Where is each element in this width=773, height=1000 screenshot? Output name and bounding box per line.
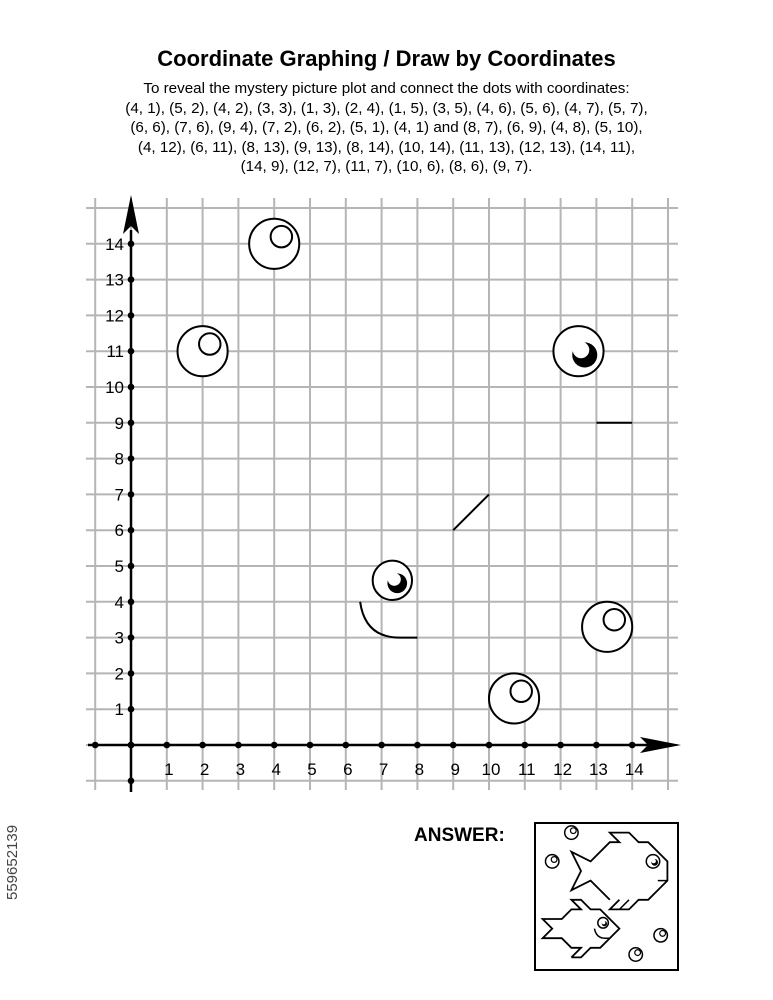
instruction-line: To reveal the mystery picture plot and connect the dots with coordinates:	[143, 80, 630, 97]
x-axis-dot	[629, 742, 636, 749]
y-tick-label: 10	[105, 378, 124, 397]
x-axis-dot	[92, 742, 99, 749]
x-tick-label: 11	[517, 760, 536, 779]
y-tick-label: 4	[114, 592, 124, 612]
y-axis-dot	[128, 384, 135, 391]
x-tick-label: 9	[450, 760, 460, 779]
x-axis-dot	[199, 742, 206, 749]
x-axis-dot	[343, 742, 350, 749]
y-tick-label: 13	[105, 270, 124, 290]
answer-label: ANSWER:	[414, 825, 505, 846]
y-tick-label: 14	[105, 234, 124, 254]
y-axis-dot	[128, 778, 135, 785]
y-axis-dot	[128, 742, 135, 749]
fish-mouth	[360, 602, 417, 638]
x-axis-dot	[307, 742, 314, 749]
bubble-highlight	[660, 931, 666, 937]
y-tick-label: 11	[106, 342, 124, 362]
y-axis-dot	[128, 276, 135, 283]
x-axis-dot	[450, 742, 457, 749]
x-tick-label: 13	[588, 760, 608, 779]
bubble-highlight	[570, 828, 576, 834]
x-axis-dot	[271, 742, 278, 749]
page-title: Coordinate Graphing / Draw by Coordinates	[157, 46, 616, 71]
x-axis-dot	[522, 742, 529, 749]
x-tick-label: 12	[553, 760, 573, 779]
x-tick-label: 1	[164, 760, 174, 779]
y-tick-label: 7	[114, 485, 124, 505]
x-tick-label: 3	[235, 760, 246, 779]
y-tick-label: 6	[114, 521, 124, 541]
x-axis-dot	[557, 742, 564, 749]
eye-glint	[388, 573, 401, 586]
y-tick-label: 12	[105, 306, 124, 326]
x-axis-dot	[414, 742, 421, 749]
y-axis-dot	[128, 455, 135, 462]
coordinate-line: (4, 1), (5, 2), (4, 2), (3, 3), (1, 3), (2, 4), (1, 5), (3, 5), (4, 6), (5, 6), (4, 7), (5, 7),	[125, 99, 648, 117]
coordinate-line: (14, 9), (12, 7), (11, 7), (10, 6), (8, 6), (9, 7).	[240, 158, 533, 176]
y-tick-label: 8	[114, 449, 124, 469]
bubble-highlight	[510, 681, 531, 702]
y-axis-dot	[128, 563, 135, 570]
x-axis-dot	[593, 742, 600, 749]
x-tick-label: 7	[378, 760, 389, 779]
answer-box	[535, 823, 678, 970]
eye-glint	[602, 921, 605, 924]
y-axis-dot	[128, 491, 135, 498]
y-axis-dot	[128, 634, 135, 641]
watermark-id: 559652139	[4, 824, 21, 900]
y-axis-dot	[128, 599, 135, 606]
bubble-highlight	[551, 857, 557, 863]
x-tick-label: 14	[624, 760, 644, 779]
x-tick-label: 10	[481, 760, 501, 779]
y-tick-label: 3	[114, 628, 124, 648]
y-tick-label: 1	[114, 700, 124, 720]
coordinate-line: (4, 12), (6, 11), (8, 13), (9, 13), (8, 14), (10, 14), (11, 13), (12, 13), (14, 11),	[137, 138, 636, 156]
bubble-highlight	[604, 609, 625, 630]
y-axis-dot	[128, 706, 135, 713]
x-tick-label: 5	[307, 760, 317, 779]
x-axis-dot	[235, 742, 242, 749]
bubble-highlight	[271, 226, 292, 247]
x-axis-dot	[486, 742, 493, 749]
x-tick-label: 6	[343, 760, 353, 779]
x-tick-label: 4	[271, 760, 281, 779]
y-axis-dot	[128, 312, 135, 319]
x-tick-label: 8	[414, 760, 425, 779]
y-tick-label: 2	[114, 664, 124, 684]
y-axis-dot	[128, 348, 135, 355]
x-axis-dot	[164, 742, 171, 749]
x-tick-label: 2	[199, 760, 210, 779]
bubble-highlight	[635, 950, 641, 956]
eye-glint	[573, 342, 590, 359]
coordinate-line: (6, 6), (7, 6), (9, 4), (7, 2), (6, 2), (5, 1), (4, 1) and (8, 7), (6, 9), (4, 8), (5, 10),	[130, 119, 643, 137]
bubble-highlight	[199, 333, 220, 354]
y-axis-dot	[128, 420, 135, 427]
x-axis-dot	[378, 742, 385, 749]
eye-glint	[651, 859, 655, 863]
y-tick-label: 9	[114, 413, 124, 433]
y-tick-label: 5	[114, 557, 124, 576]
y-axis-dot	[128, 241, 135, 248]
y-axis-dot	[128, 527, 135, 534]
fish-line-segment	[453, 494, 489, 530]
y-axis-dot	[128, 670, 135, 677]
